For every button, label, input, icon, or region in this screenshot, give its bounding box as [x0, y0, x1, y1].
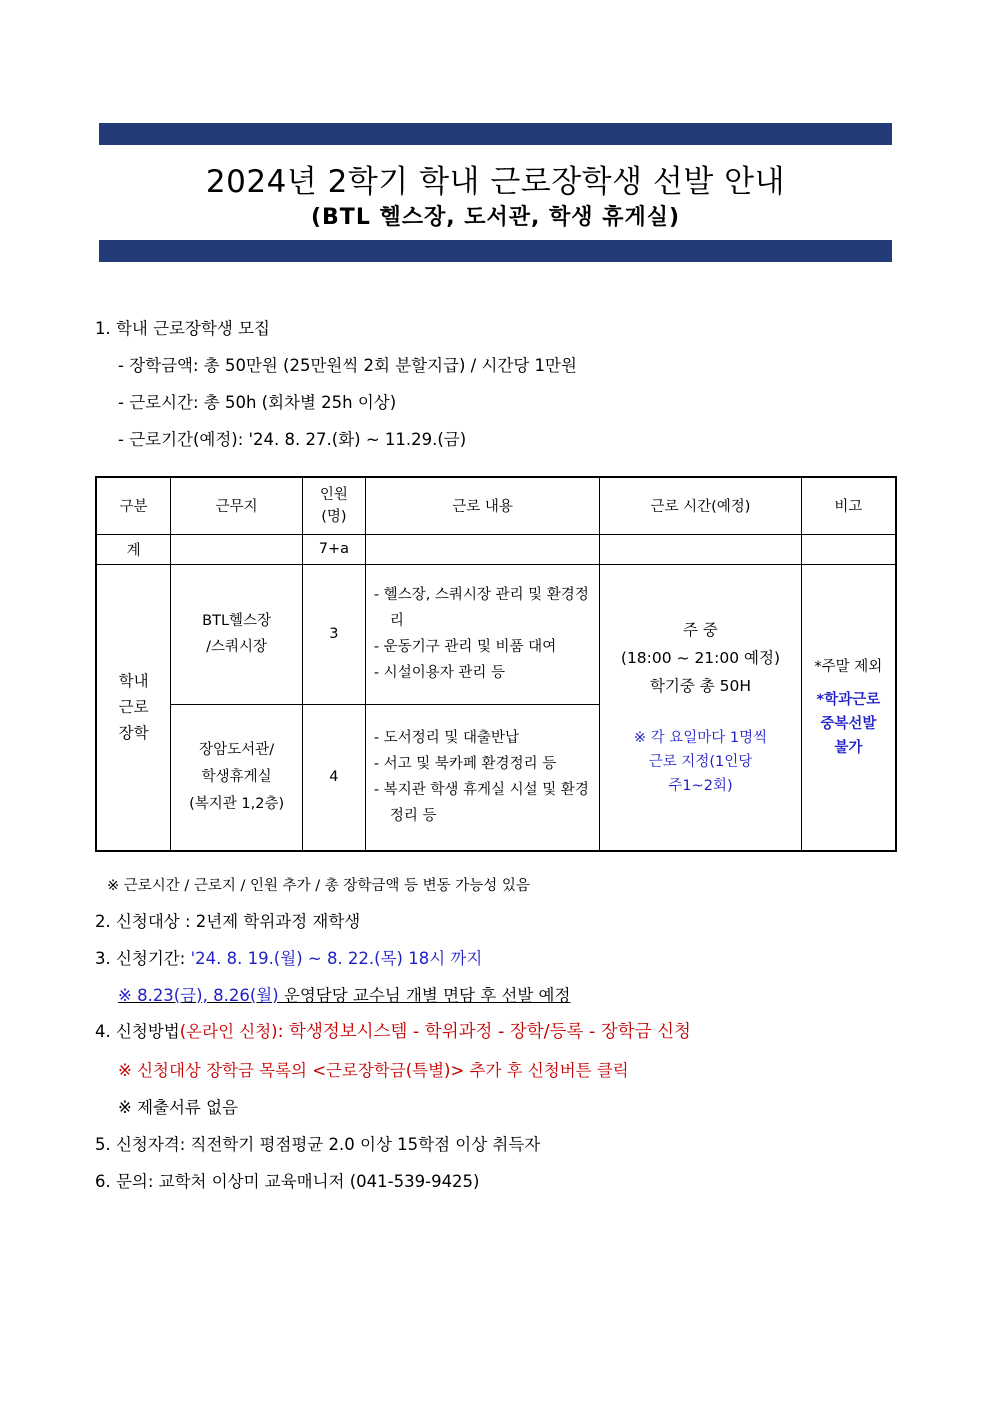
section4-instruction: ※ 신청대상 장학금 목록의 <근로장학금(특별)> 추가 후 신청버튼 클릭: [118, 1061, 629, 1080]
count-library: 4: [302, 704, 365, 851]
work-gym-line-1: - 헬스장, 스쿼시장 관리 및 환경정리: [373, 587, 589, 629]
total-empty-time: [600, 534, 802, 564]
section4-label: 4. 신청방법: [95, 1022, 180, 1041]
work-time-main: 주 중 (18:00 ~ 21:00 예정) 학기중 총 50H: [620, 621, 781, 696]
section1-item-amount: - 장학금액: 총 50만원 (25만원씩 2회 분할지급) / 시간당 1만원: [118, 356, 577, 375]
page-subtitle: (BTL 헬스장, 도서관, 학생 휴게실): [310, 205, 681, 230]
section3-interview-dates: ※ 8.23(금), 8.26(월): [118, 986, 279, 1005]
work-gym-line-3: - 시설이용자 관리 등: [373, 665, 505, 681]
section1-item-period: - 근로기간(예정): '24. 8. 27.(화) ~ 11.29.(금): [118, 430, 467, 449]
top-banner-bar: [99, 123, 892, 145]
change-notice: ※ 근로시간 / 근로지 / 인원 추가 / 총 장학금액 등 변동 가능성 있음: [107, 878, 530, 894]
header-workplace: 근무지: [171, 477, 303, 534]
header-category: 구분: [96, 477, 171, 534]
section4-path: : 학생정보시스템 - 학위과정 - 장학/등록 - 장학금 신청: [277, 1022, 691, 1042]
work-time-note: ※ 각 요일마다 1명씩 근로 지정(1인당 주1~2회): [633, 730, 768, 795]
header-work-time: 근로 시간(예정): [600, 477, 802, 534]
total-empty-remarks: [801, 534, 896, 564]
table-header-row: [96, 477, 896, 534]
total-label: 계: [96, 534, 171, 564]
page-title: 2024년 2학기 학내 근로장학생 선발 안내: [205, 164, 786, 200]
bottom-banner-bar: [99, 240, 892, 262]
table-total-row: [96, 534, 896, 564]
group-label: 학내 근로 장학: [96, 564, 171, 851]
recruitment-table: [95, 476, 897, 852]
section5-qualification: 5. 신청자격: 직전학기 평점평균 2.0 이상 15학점 이상 취득자: [95, 1135, 541, 1154]
workplace-gym: BTL헬스장 /스쿼시장: [171, 564, 303, 704]
header-work-content: 근로 내용: [365, 477, 599, 534]
section4-no-documents: ※ 제출서류 없음: [118, 1098, 238, 1117]
section3-period: [95, 945, 482, 969]
work-time-cell: [600, 564, 802, 851]
section4-method: [95, 1018, 691, 1043]
work-gym-line-2: - 운동기구 관리 및 비품 대여: [373, 639, 557, 655]
section3-interview: [118, 982, 570, 1006]
section3-interview-text: 운영담당 교수님 개별 면담 후 선발 예정: [278, 986, 571, 1005]
section1-heading: 1. 학내 근로장학생 모집: [95, 319, 270, 338]
total-empty-work: [365, 534, 599, 564]
workplace-library: 장암도서관/ 학생휴게실 (복지관 1,2층): [171, 704, 303, 851]
section3-dates: '24. 8. 19.(월) ~ 8. 22.(목) 18시 까지: [190, 949, 483, 968]
section2-eligibility: 2. 신청대상 : 2년제 학위과정 재학생: [95, 912, 361, 931]
work-library-line-1: - 도서정리 및 대출반납: [373, 730, 519, 747]
section4-online: (온라인 신청): [179, 1022, 278, 1041]
section6-contact: 6. 문의: 교학처 이상미 교육매니저 (041-539-9425): [95, 1172, 480, 1191]
total-count: 7+a: [302, 534, 365, 564]
header-remarks: 비고: [801, 477, 896, 534]
work-library-line-3: - 복지관 학생 휴게실 시설 및 환경 정리 등: [373, 782, 589, 825]
work-library: [365, 704, 599, 851]
section3-label: 3. 신청기간:: [95, 949, 191, 968]
remark-weekend: *주말 제외: [814, 658, 883, 675]
table-row: [96, 564, 896, 704]
header-headcount: 인원 (명): [302, 477, 365, 534]
section1-item-hours: - 근로시간: 총 50h (회차별 25h 이상): [118, 393, 397, 412]
work-library-line-2: - 서고 및 북카페 환경정리 등: [373, 756, 557, 773]
count-gym: 3: [302, 564, 365, 704]
remarks-cell: [801, 564, 896, 851]
work-gym: [365, 564, 599, 704]
remark-no-duplicate: *학과근로 중복선발 불가: [816, 691, 881, 756]
total-empty-workplace: [171, 534, 303, 564]
